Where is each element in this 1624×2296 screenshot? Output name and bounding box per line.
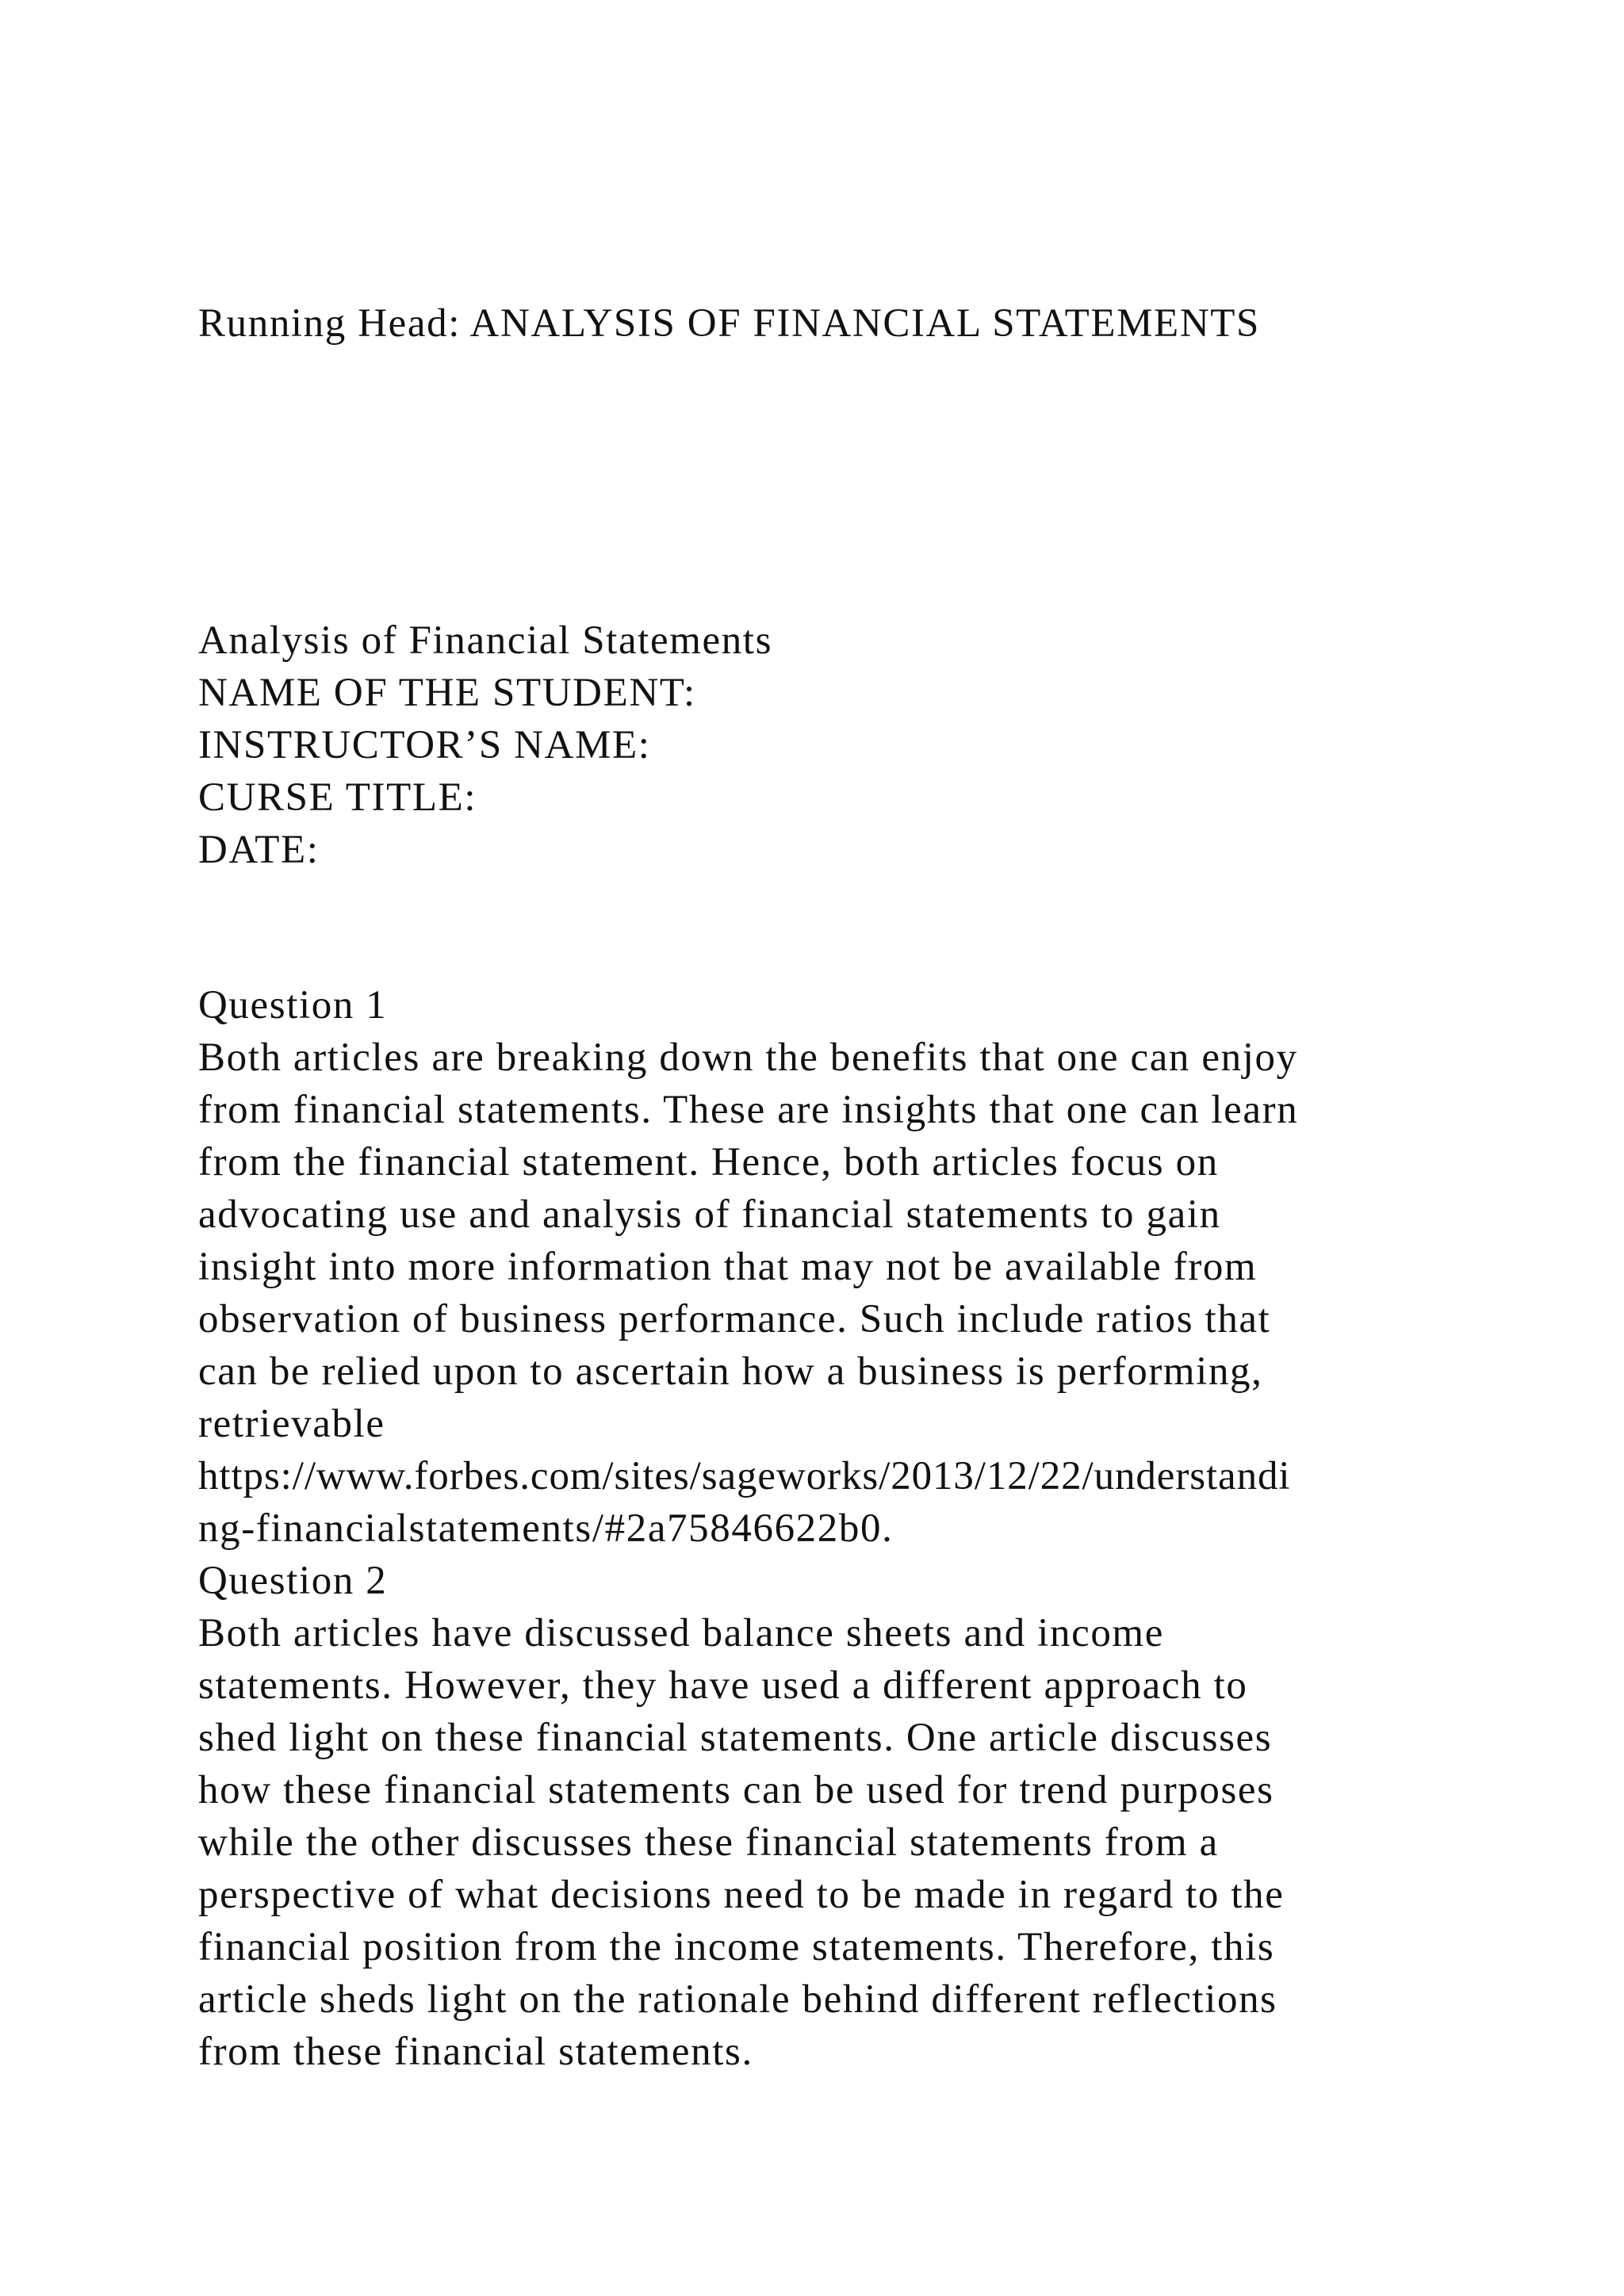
question-2-line: perspective of what decisions need to be made in regard to the: [198, 1873, 1285, 1917]
question-2-line: while the other discusses these financial statements from a: [198, 1820, 1219, 1865]
course-title-label: CURSE TITLE:: [198, 775, 477, 820]
question-2-line: financial position from the income statements. Therefore, this: [198, 1925, 1275, 1969]
student-name-label: NAME OF THE STUDENT:: [198, 671, 696, 715]
question-1-line: observation of business performance. Such include ratios that: [198, 1297, 1271, 1341]
question-2-line: shed light on these financial statements. One article discusses: [198, 1716, 1273, 1760]
question-2-line: how these financial statements can be used for trend purposes: [198, 1768, 1274, 1812]
question-2-line: statements. However, they have used a different approach to: [198, 1663, 1248, 1708]
question-1-line: Both articles are breaking down the benefits that one can enjoy: [198, 1035, 1298, 1080]
running-head: Running Head: ANALYSIS OF FINANCIAL STATEMENTS: [198, 301, 1260, 346]
question-1-line: advocating use and analysis of financial statements to gain: [198, 1192, 1221, 1237]
question-1-line: from financial statements. These are insights that one can learn: [198, 1088, 1299, 1132]
question-1-line: from the financial statement. Hence, both articles focus on: [198, 1140, 1219, 1184]
question-2-line: from these financial statements.: [198, 2030, 753, 2074]
document-title: Analysis of Financial Statements: [198, 618, 773, 663]
question-2-heading: Question 2: [198, 1559, 388, 1603]
instructor-name-label: INSTRUCTOR’S NAME:: [198, 723, 651, 767]
source-url-line: ng-financialstatements/#2a75846622b0.: [198, 1506, 894, 1551]
question-1-line: can be relied upon to ascertain how a business is performing,: [198, 1349, 1263, 1394]
question-1-line: insight into more information that may not be available from: [198, 1245, 1258, 1289]
question-2-line: article sheds light on the rationale behind different reflections: [198, 1977, 1277, 2022]
date-label: DATE:: [198, 828, 320, 872]
question-1-heading: Question 1: [198, 983, 388, 1027]
question-1-line: retrievable: [198, 1402, 385, 1446]
source-url-line: https://www.forbes.com/sites/sageworks/2013/12/22/understandi: [198, 1454, 1291, 1498]
question-2-line: Both articles have discussed balance sheets and income: [198, 1611, 1164, 1655]
